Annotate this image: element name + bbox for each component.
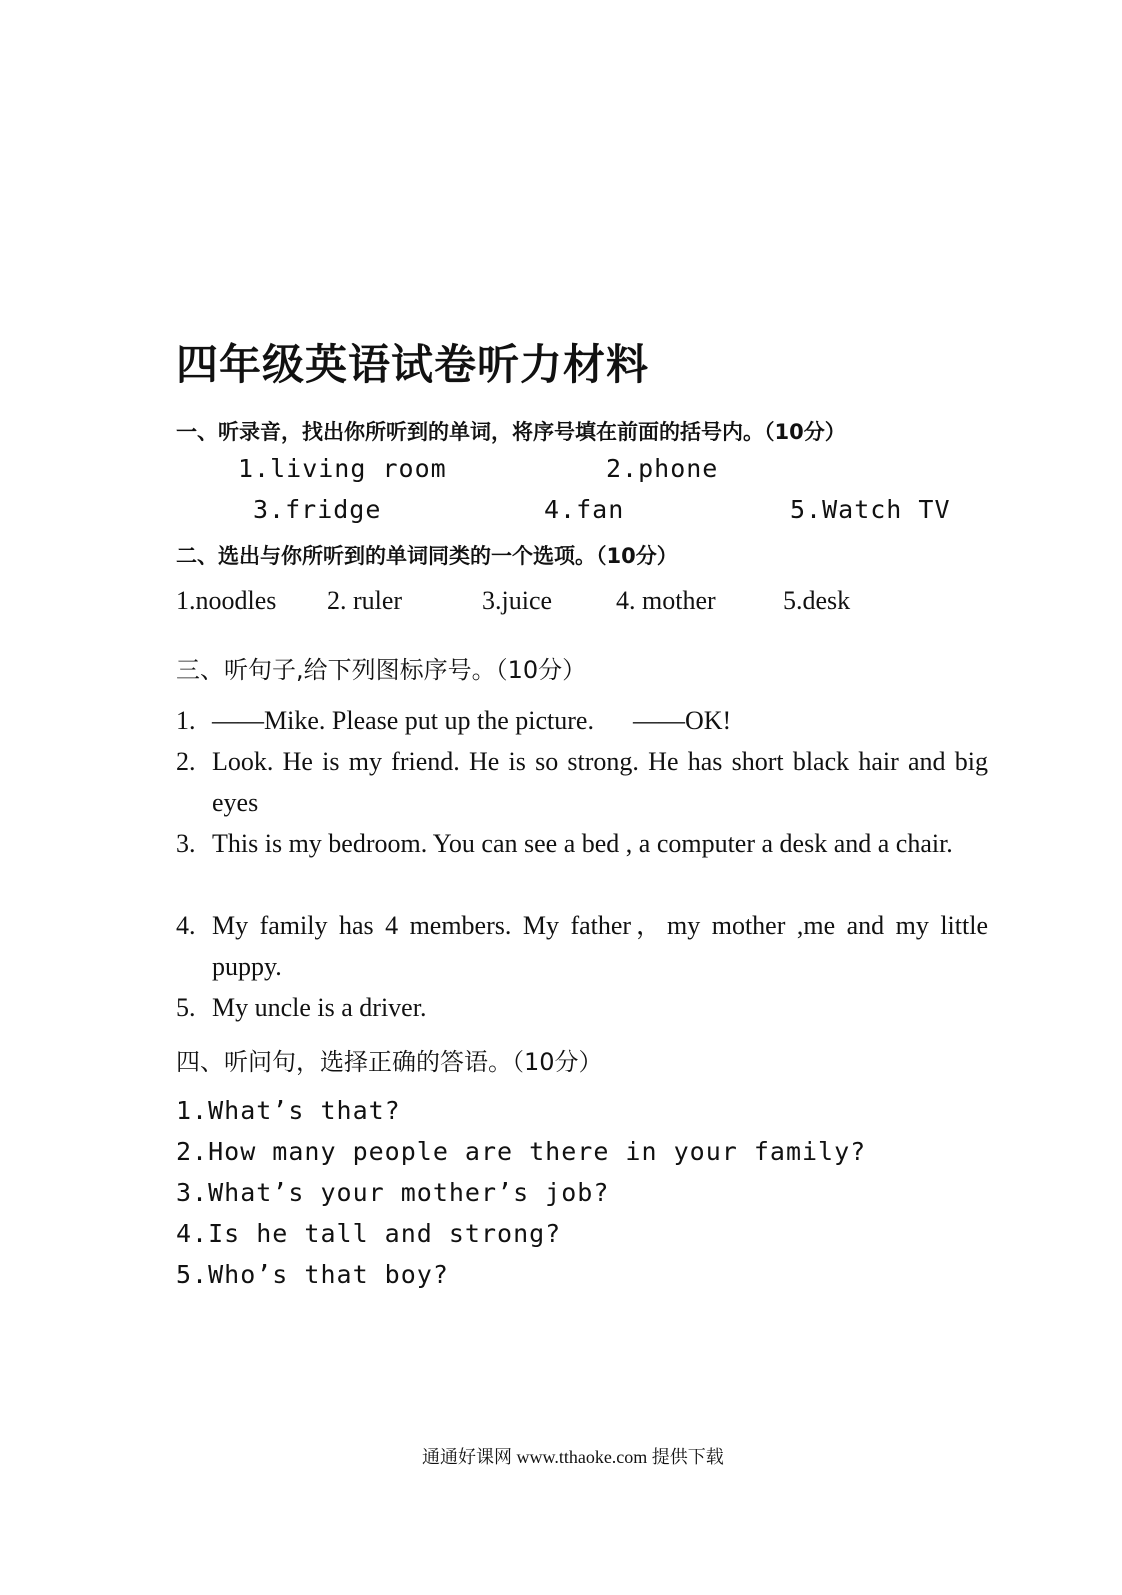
section3-item	[176, 987, 988, 1028]
item-text: This is my bedroom. You can see a bed , a computer a desk and a chair.	[212, 829, 953, 858]
item-text: Look. He is my friend. He is so strong. He has short black hair and big eyes	[212, 747, 988, 817]
item-number: 1.	[176, 706, 196, 735]
section4-question: 2.How many people are there in your family?	[176, 1137, 867, 1166]
section3-item	[176, 905, 988, 987]
section3-item	[176, 741, 988, 823]
section1-word: 4.fan	[544, 495, 625, 524]
section4-question: 1.What’s that?	[176, 1096, 401, 1125]
section1-word: 3.fridge	[253, 495, 382, 524]
section1-heading: 一、听录音，找出你所听到的单词，将序号填在前面的括号内。（10分）	[176, 420, 846, 444]
item-number: 5.	[176, 993, 196, 1022]
item-text: My uncle is a driver.	[212, 993, 427, 1022]
page-footer: 通通好课网 www.tthaoke.com 提供下载	[422, 1447, 724, 1467]
section2-word: 5.desk	[783, 586, 851, 615]
section3-heading: 三、听句子,给下列图标序号。（10分）	[176, 656, 587, 684]
section2-heading: 二、选出与你所听到的单词同类的一个选项。（10分）	[176, 544, 678, 568]
section1-word: 5.Watch TV	[790, 495, 951, 524]
item-number: 2.	[176, 747, 196, 776]
item-number: 4.	[176, 911, 196, 940]
section3-item	[176, 823, 988, 864]
section4-question: 4.Is he tall and strong?	[176, 1219, 562, 1248]
section4-heading: 四、听问句，选择正确的答语。（10分）	[176, 1048, 603, 1076]
section2-word: 2. ruler	[327, 586, 403, 615]
section2-word: 3.juice	[482, 586, 553, 615]
item-text: My family has 4 members. My father，my mother ,me and my little puppy.	[212, 911, 988, 981]
section3-item	[176, 700, 988, 741]
section1-word: 2.phone	[606, 454, 719, 483]
item-number: 3.	[176, 829, 196, 858]
item-text: ——Mike. Please put up the picture. ——OK!	[212, 706, 732, 735]
section4-question: 5.Who’s that boy?	[176, 1260, 449, 1289]
section2-word: 1.noodles	[176, 586, 277, 615]
section1-word: 1.living room	[238, 454, 447, 483]
section4-question: 3.What’s your mother’s job?	[176, 1178, 610, 1207]
page-title: 四年级英语试卷听力材料	[176, 340, 650, 389]
section2-word: 4. mother	[616, 586, 716, 615]
